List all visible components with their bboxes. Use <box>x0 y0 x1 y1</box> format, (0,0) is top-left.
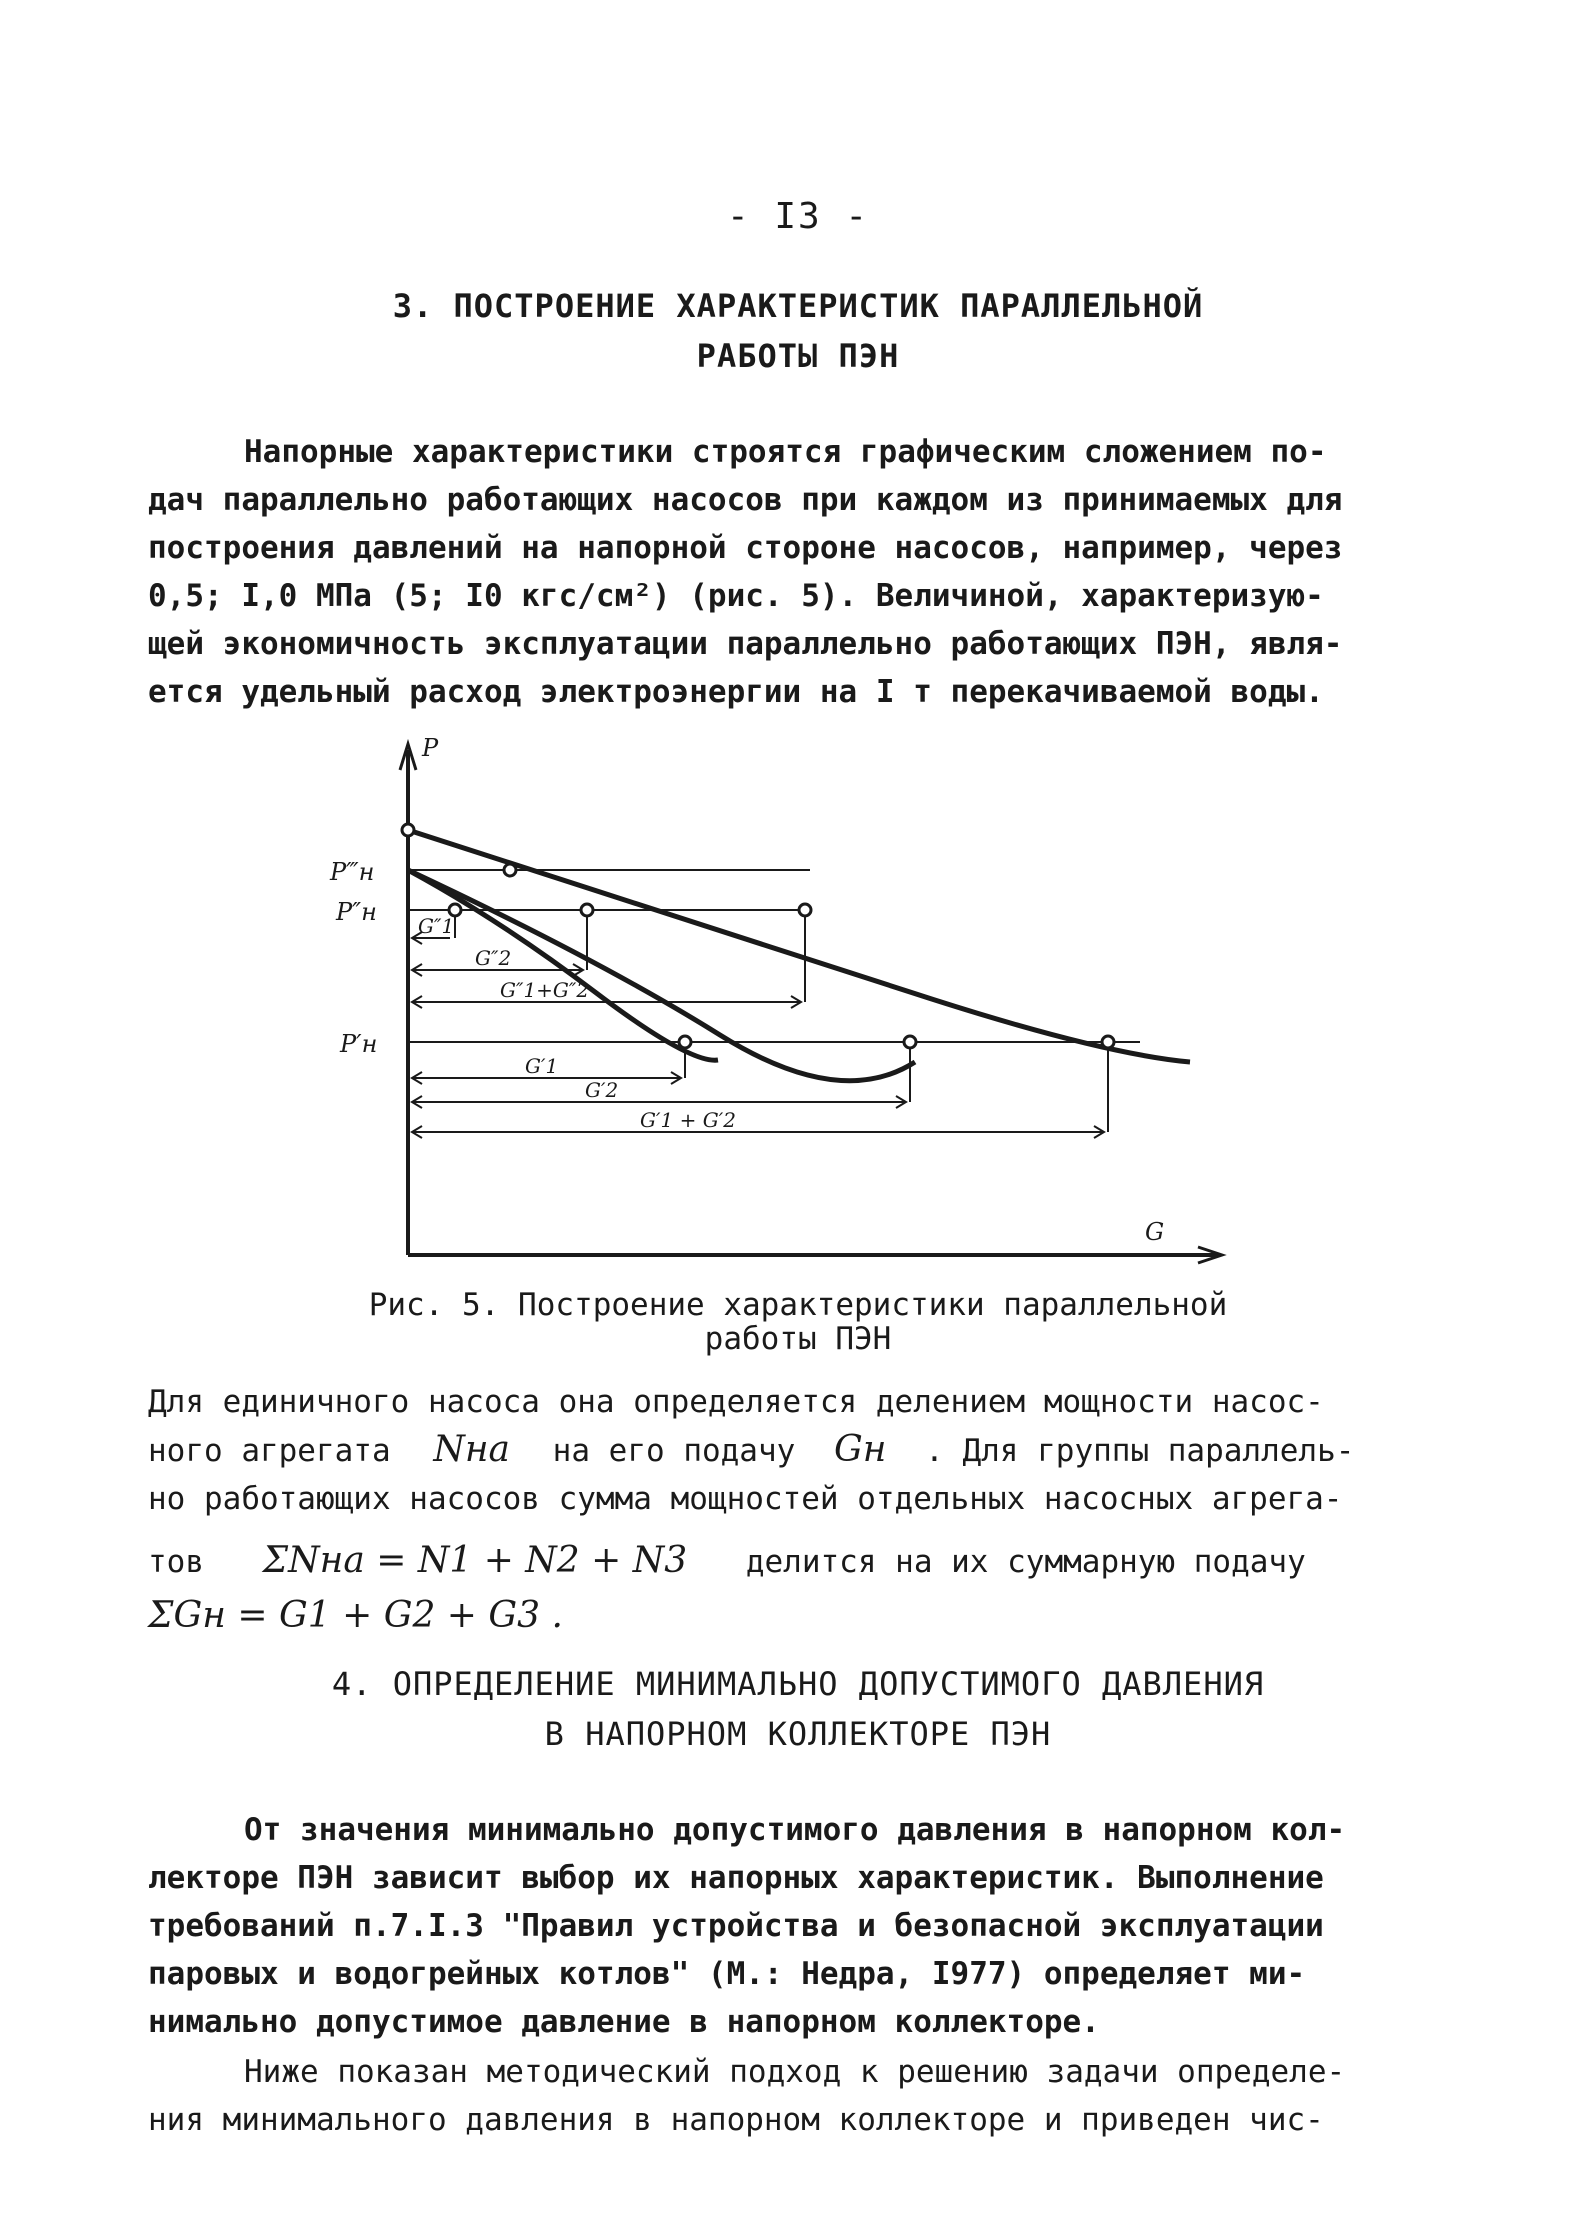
label-p-double-prime: P″н <box>336 898 377 926</box>
paragraph-line: От значения минимально допустимого давления в напорном кол- <box>244 1812 1346 1848</box>
paragraph-line <box>148 1537 1428 1586</box>
paragraph-line: Для единичного насоса она определяется делением мощности насос- <box>148 1384 1324 1420</box>
curve-parallel <box>408 830 1190 1062</box>
label-p-triple-prime: P‴н <box>330 858 375 886</box>
label-p-prime: P′н <box>340 1030 378 1058</box>
text-fragment: делится на их суммарную подачу <box>745 1544 1306 1580</box>
paragraph-line: Напорные характеристики строятся графическим сложением по- <box>244 434 1327 470</box>
paragraph-line: нимально допустимое давление в напорном коллекторе. <box>148 2004 1100 2040</box>
paragraph-line: лекторе ПЭН зависит выбор их напорных характеристик. Выполнение <box>148 1860 1324 1896</box>
paragraph-method <box>148 2048 1428 2144</box>
dimension-g1g2-prime <box>412 1126 1104 1138</box>
figure-caption-line-1: Рис. 5. Построение характеристики параллельной <box>368 1287 1228 1323</box>
paragraph-line: ния минимального давления в напорном коллекторе и приведен чис- <box>148 2102 1324 2138</box>
section-4-title-line-2: В НАПОРНОМ КОЛЛЕКТОРЕ ПЭН <box>544 1715 1052 1753</box>
paragraph-minimum-pressure <box>148 1806 1428 2046</box>
paragraph-line: паровых и водогрейных котлов" (М.: Недра, I977) определяет ми- <box>148 1956 1306 1992</box>
page-number: - I3 - <box>726 196 870 237</box>
text-fragment: ного агрегата <box>148 1433 391 1469</box>
figure-caption-line-2: работы ПЭН <box>704 1321 892 1357</box>
paragraph-line: построения давлений на напорной стороне насосов, например, через <box>148 530 1343 566</box>
section-3-title-line-1: 3. ПОСТРОЕНИЕ ХАРАКТЕРИСТИК ПАРАЛЛЕЛЬНОЙ <box>392 287 1204 325</box>
formula-flow-sum: ΣGн = G1 + G2 + G3 . <box>148 1595 563 1636</box>
text-fragment: на его подачу <box>552 1433 796 1469</box>
point-marker <box>402 824 414 836</box>
label-g1g2-prime: G′1 + G′2 <box>640 1108 736 1132</box>
paragraph-line <box>148 1426 1428 1475</box>
label-g1-double-prime: G″1 <box>418 914 455 938</box>
symbol-pump-flow: Gн <box>833 1429 887 1470</box>
point-marker <box>504 864 516 876</box>
curve-pump-1-plus-2 <box>408 870 915 1081</box>
text-fragment: тов <box>148 1544 204 1580</box>
x-axis-label: G <box>1145 1218 1165 1246</box>
symbol-pump-power: Nна <box>433 1429 510 1470</box>
figure-5-diagram <box>300 730 1250 1290</box>
point-marker <box>904 1036 916 1048</box>
paragraph-line: щей экономичность эксплуатации параллельно работающих ПЭН, явля- <box>148 626 1343 662</box>
label-g2-prime: G′2 <box>585 1078 619 1102</box>
label-g1-prime: G′1 <box>525 1054 559 1078</box>
paragraph-line: ется удельный расход электроэнергии на I т перекачиваемой воды. <box>148 674 1324 710</box>
paragraph-line: 0,5; I,0 МПа (5; I0 кгс/см²) (рис. 5). Величиной, характеризую- <box>148 578 1324 614</box>
text-fragment: . Для группы параллель- <box>925 1433 1355 1469</box>
point-marker <box>581 904 593 916</box>
point-marker <box>1102 1036 1114 1048</box>
label-g2-double-prime: G″2 <box>475 946 512 970</box>
dimension-g2-prime <box>412 1096 906 1108</box>
section-4-title-line-1: 4. ОПРЕДЕЛЕНИЕ МИНИМАЛЬНО ДОПУСТИМОГО ДАВЛЕНИЯ <box>331 1665 1265 1703</box>
paragraph-parallel-characteristics <box>148 428 1428 716</box>
point-marker <box>799 904 811 916</box>
point-marker <box>679 1036 691 1048</box>
label-g1g2-double-prime: G″1+G″2 <box>500 978 590 1002</box>
paragraph-line: дач параллельно работающих насосов при каждом из принимаемых для <box>148 482 1343 518</box>
paragraph-line: Ниже показан методический подход к решению задачи определе- <box>244 2054 1346 2090</box>
paragraph-specific-consumption <box>148 1378 1428 1640</box>
curve-pump-1 <box>408 870 718 1060</box>
paragraph-line: но работающих насосов сумма мощностей отдельных насосных агрега- <box>148 1481 1343 1517</box>
section-3-title-line-2: РАБОТЫ ПЭН <box>696 337 900 375</box>
y-axis-label: P <box>422 734 439 762</box>
paragraph-line: требований п.7.I.3 "Правил устройства и безопасной эксплуатации <box>148 1908 1324 1944</box>
formula-power-sum: ΣNна = N1 + N2 + N3 <box>262 1540 688 1581</box>
